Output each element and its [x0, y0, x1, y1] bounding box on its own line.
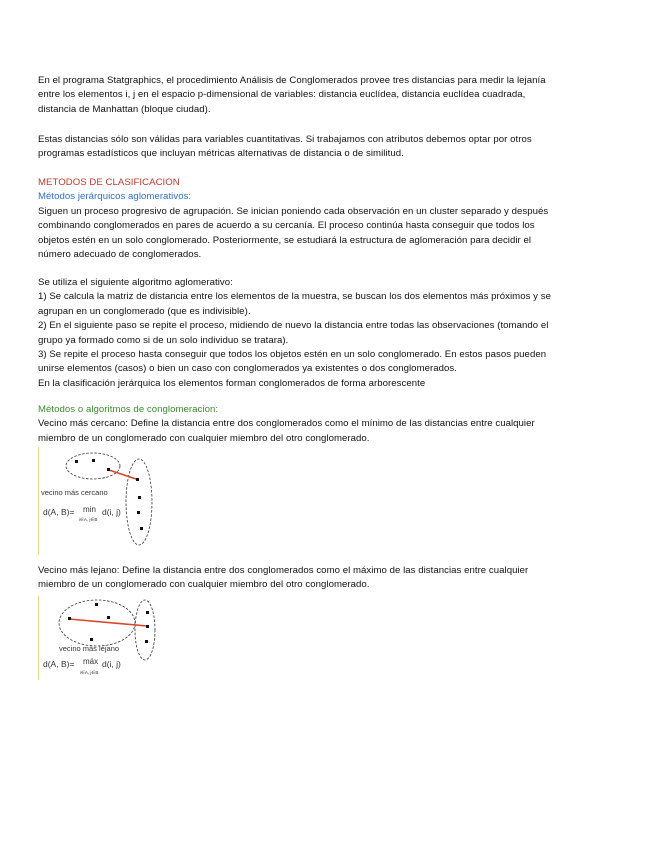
cluster-b-ellipse: [135, 600, 155, 660]
point: [138, 496, 141, 499]
section-subheading: Métodos jerárquicos aglomerativos:: [38, 191, 192, 203]
intro-paragraph-1: [38, 74, 618, 117]
section-heading: METODOS DE CLASIFICACION: [38, 177, 180, 188]
point: [107, 616, 110, 619]
methods-heading: Métodos o algoritmos de conglomeracion:: [38, 404, 219, 415]
point: [75, 460, 78, 463]
point: [146, 625, 149, 628]
farthest-neighbour-diagram: [39, 596, 157, 680]
formula-operator: máx: [83, 657, 99, 666]
figure-label: vecino más lejano: [59, 644, 120, 653]
point: [95, 603, 98, 606]
point: [145, 640, 148, 643]
point: [90, 638, 93, 641]
text-line: 3) Se repite el proceso hasta conseguir que todos los objetos estén en un solo conglomerado. En estos pasos pueden: [38, 349, 547, 361]
text-line: 2) En el siguiente paso se repite el proceso, midiendo de nuevo la distancia entre todas las observaciones (tomando el: [38, 320, 549, 332]
text-line: Siguen un proceso progresivo de agrupación. Se inician poniendo cada observación en un cluster separado y después: [38, 205, 549, 217]
formula-term: d(i, j): [102, 659, 121, 669]
point: [136, 478, 139, 481]
text-line: Se utiliza el siguiente algoritmo aglomerativo:: [38, 277, 233, 288]
text-line: combinando conglomerados en pares de acuerdo a su cercanía. El proceso continúa hasta conseguir que todos los: [38, 220, 535, 232]
text-line: En la clasificación jerárquica los elementos forman conglomerados de forma arborescente: [38, 377, 426, 389]
farthest-paragraph: [38, 564, 618, 593]
text-line: 1) Se calcula la matriz de distancia entre los elementos de la muestra, se buscan los dos elementos más próximos y se: [38, 291, 551, 303]
figure-label: vecino más cercano: [41, 488, 108, 497]
formula-operator: min: [83, 505, 96, 514]
text-line: objetos estén en un solo conglomerado. Posteriormente, se estudiará la estructura de aglomeración para decidir el: [38, 234, 532, 246]
text-line: número adecuado de conglomerados.: [38, 249, 202, 261]
text-line: miembro de un conglomerado con cualquier miembro del otro conglomerado.: [38, 579, 370, 591]
text-line: miembro de un conglomerado con cualquier miembro del otro conglomerado.: [38, 432, 370, 444]
text-line: Vecino más cercano: Define la distancia entre dos conglomerados como el mínimo de las distancias entre cualquier: [38, 418, 535, 430]
formula-text: d(A, B)=: [43, 507, 75, 517]
farthest-neighbour-figure: [38, 596, 157, 680]
text-line: programas estadísticos que incluyan métricas alternativas de distancia o de similitud.: [38, 148, 404, 160]
text-line: Estas distancias sólo son válidas para variables cuantitativas. Si trabajamos con atributos debemos optar por otros: [38, 134, 532, 145]
text-line: unirse elementos (casos) o bien un caso con conglomerados ya existentes o dos conglomerados.: [38, 363, 457, 375]
text-line: En el programa Statgraphics, el procedimiento Análisis de Conglomerados provee tres distancias para medir la lejanía: [38, 75, 546, 86]
classification-section: [38, 176, 618, 262]
methods-section: [38, 403, 618, 446]
formula-subscript: i∈A, j∈B: [79, 517, 98, 522]
cluster-a-ellipse: [59, 600, 135, 646]
point: [146, 611, 149, 614]
text-line: Vecino más lejano: Define la distancia entre dos conglomerados como el máximo de las distancias entre cualquier: [38, 565, 529, 576]
cluster-a-ellipse: [66, 453, 120, 479]
point: [68, 617, 71, 620]
point: [107, 468, 110, 471]
text-line: distancia de Manhattan (bloque ciudad).: [38, 103, 211, 115]
point: [92, 459, 95, 462]
point: [137, 511, 140, 514]
formula-term: d(i, j): [102, 507, 121, 517]
text-line: entre los elementos i, j en el espacio p-dimensional de variables: distancia euclídea, distancia euclídea cuadrada,: [38, 89, 526, 101]
text-line: grupo ya formado como si de un solo individuo se tratara).: [38, 334, 289, 346]
nearest-neighbour-diagram: [39, 447, 157, 555]
text-line: agrupan en un conglomerado (que es indivisible).: [38, 305, 251, 317]
cluster-b-ellipse: [126, 459, 152, 545]
formula-subscript: i∈A, j∈B: [80, 670, 99, 675]
formula-text: d(A, B)=: [43, 659, 75, 669]
intro-paragraph-2: [38, 133, 618, 162]
algorithm-paragraph: [38, 276, 618, 391]
point: [140, 527, 143, 530]
nearest-neighbour-figure: [38, 447, 157, 555]
nearest-link-line: [109, 470, 136, 479]
